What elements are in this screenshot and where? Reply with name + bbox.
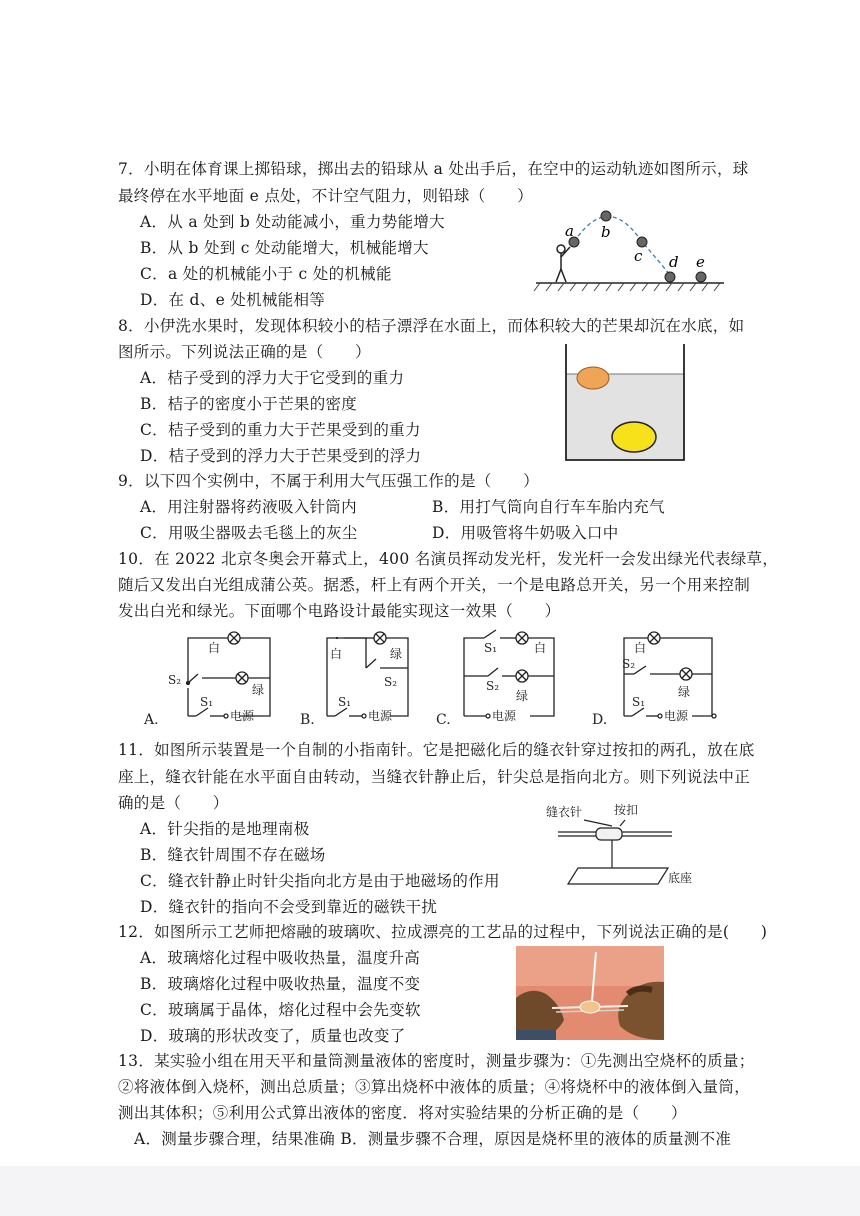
orange-fruit bbox=[577, 367, 609, 389]
q10-stem-line-1: 10．在 2022 北京冬奥会开幕式上，400 名演员挥动发光杆，发光杆一会发出绿光代表绿草， bbox=[118, 550, 779, 568]
q8-stem-line-1: 8．小伊洗水果时，发现体积较小的桔子漂浮在水面上，而体积较大的芒果却沉在水底，如 bbox=[118, 317, 745, 335]
q12-stem: 12．如图所示工艺师把熔融的玻璃吹、拉成漂亮的工艺品的过程中，下列说法正确的是( ) bbox=[118, 923, 768, 941]
label-e: e bbox=[696, 253, 705, 271]
circuit-c-s1-label: S₁ bbox=[484, 641, 498, 655]
q12-option-b: B．玻璃熔化过程中吸收热量，温度不变 bbox=[140, 975, 421, 993]
q13-stem-line-3: 测出其体积；⑤利用公式算出液体的密度．将对实验结果的分析正确的是（ ） bbox=[118, 1104, 687, 1122]
circuit-d-green-label: 绿 bbox=[678, 685, 691, 699]
circuit-c-s2-label: S₂ bbox=[486, 679, 500, 693]
q12-option-a: A．玻璃熔化过程中吸收热量，温度升高 bbox=[140, 949, 421, 967]
circuit-a-white-label: 白 bbox=[208, 641, 221, 655]
q13-stem-line-2: ②将液体倒入烧杯，测出总质量；③算出烧杯中液体的质量；④将烧杯中的液体倒入量筒， bbox=[118, 1078, 751, 1096]
circuit-a-s2-label: S₂ bbox=[168, 673, 182, 687]
q9-option-a: A．用注射器将药液吸入针筒内 bbox=[140, 498, 357, 516]
circuit-d-s2-label: S₂ bbox=[622, 657, 636, 671]
thrower-figure bbox=[556, 245, 570, 282]
needle-label: 缝衣针 bbox=[546, 805, 583, 819]
q11-option-a: A．针尖指的是地理南极 bbox=[140, 820, 310, 838]
ball-e bbox=[696, 272, 706, 282]
q9-option-d: D．用吸管将牛奶吸入口中 bbox=[432, 524, 619, 542]
q8-option-d: D．桔子受到的浮力大于芒果受到的浮力 bbox=[140, 447, 422, 465]
q8-option-b: B．桔子的密度小于芒果的密度 bbox=[140, 395, 358, 413]
compass-needle-figure bbox=[540, 800, 700, 892]
q8-option-a: A．桔子受到的浮力大于它受到的重力 bbox=[140, 369, 405, 387]
circuit-a-power-label: 电源 bbox=[230, 709, 255, 723]
q9-option-c: C．用吸尘器吸去毛毯上的灰尘 bbox=[140, 524, 358, 542]
q13-options-ab: A．测量步骤合理，结果准确 B．测量步骤不合理，原因是烧杯里的液体的质量测不准 bbox=[134, 1130, 732, 1148]
mango-fruit bbox=[612, 422, 656, 452]
q7-stem-line-2: 最终停在水平地面 e 点处，不计空气阻力，则铅球（ ） bbox=[118, 187, 533, 205]
circuit-d-power-label: 电源 bbox=[664, 709, 689, 723]
q7-option-b: B．从 b 处到 c 处动能增大，机械能增大 bbox=[140, 239, 429, 257]
circuit-b-green-label: 绿 bbox=[390, 647, 403, 661]
circuit-d-white-label: 白 bbox=[634, 641, 647, 655]
fruit-water-tank-figure bbox=[560, 342, 690, 464]
q8-stem-line-2: 图所示。下列说法正确的是（ ） bbox=[118, 343, 371, 361]
q11-stem-line-1: 11．如图所示装置是一个自制的小指南针。它是把磁化后的缝衣针穿过按扣的两孔，放在底 bbox=[118, 741, 755, 759]
label-d: d bbox=[669, 253, 679, 271]
circuit-c-power-label: 电源 bbox=[492, 709, 517, 723]
q7-option-d: D．在 d、e 处机械能相等 bbox=[140, 291, 326, 309]
circuit-c-white-label: 白 bbox=[534, 641, 547, 655]
label-b: b bbox=[601, 223, 611, 241]
q9-option-b: B．用打气筒向自行车车胎内充气 bbox=[432, 498, 665, 516]
q10-stem-line-3: 发出白光和绿光。下面哪个电路设计最能实现这一效果（ ） bbox=[118, 602, 561, 620]
q12-option-d: D．玻璃的形状改变了，质量也改变了 bbox=[140, 1027, 406, 1045]
q7-option-a: A．从 a 处到 b 处动能减小，重力势能增大 bbox=[140, 213, 445, 231]
circuit-c-letter: C. bbox=[436, 712, 451, 728]
circuit-d-letter: D. bbox=[592, 712, 608, 728]
q7-stem-line-1: 7．小明在体育课上掷铅球，掷出去的铅球从 a 处出手后，在空中的运动轨迹如图所示，球 bbox=[118, 160, 749, 178]
page-bottom-band bbox=[0, 1166, 860, 1216]
shot-put-trajectory-figure bbox=[530, 205, 730, 295]
q8-option-c: C．桔子受到的重力大于芒果受到的重力 bbox=[140, 421, 421, 439]
circuit-b-white-label: 白 bbox=[330, 647, 343, 661]
q12-option-c: C．玻璃属于晶体，熔化过程中会先变软 bbox=[140, 1001, 421, 1019]
q11-option-d: D．缝衣针的指向不会受到靠近的磁铁干扰 bbox=[140, 898, 438, 916]
label-c: c bbox=[634, 247, 643, 265]
q11-option-c: C．缝衣针静止时针尖指向北方是由于地磁场的作用 bbox=[140, 872, 500, 890]
circuit-a-green-label: 绿 bbox=[252, 683, 265, 697]
circuit-b-s1-label: S₁ bbox=[338, 695, 352, 709]
circuit-c-green-label: 绿 bbox=[516, 689, 529, 703]
button-label: 按扣 bbox=[614, 803, 639, 817]
q11-stem-line-3: 确的是（ ） bbox=[118, 794, 229, 812]
q11-option-b: B．缝衣针周围不存在磁场 bbox=[140, 846, 326, 864]
circuit-a-letter: A. bbox=[144, 712, 159, 728]
base-label: 底座 bbox=[668, 871, 693, 885]
q9-stem: 9．以下四个实例中，不属于利用大气压强工作的是（ ） bbox=[118, 472, 539, 490]
q11-stem-line-2: 座上，缝衣针能在水平面自由转动，当缝衣针静止后，针尖总是指向北方。则下列说法中正 bbox=[118, 768, 751, 786]
circuit-b-letter: B. bbox=[300, 712, 315, 728]
q7-option-c: C．a 处的机械能小于 c 处的机械能 bbox=[140, 265, 392, 283]
circuit-d-s1-label: S₁ bbox=[632, 695, 646, 709]
label-a: a bbox=[565, 222, 574, 240]
ball-d bbox=[665, 272, 675, 282]
circuit-b-power-label: 电源 bbox=[368, 709, 393, 723]
circuit-a-s1-label: S₁ bbox=[200, 695, 214, 709]
glassblowing-photo bbox=[516, 946, 664, 1040]
ball-c bbox=[637, 237, 647, 247]
q10-stem-line-2: 随后又发出白光组成蒲公英。据悉，杆上有两个开关，一个是电路总开关，另一个用来控制 bbox=[118, 576, 751, 594]
ball-b bbox=[601, 211, 611, 221]
q13-stem-line-1: 13．某实验小组在用天平和量筒测量液体的密度时，测量步骤为：①先测出空烧杯的质量； bbox=[118, 1052, 755, 1070]
circuit-options-figure bbox=[140, 628, 730, 728]
circuit-b-s2-label: S₂ bbox=[384, 675, 398, 689]
